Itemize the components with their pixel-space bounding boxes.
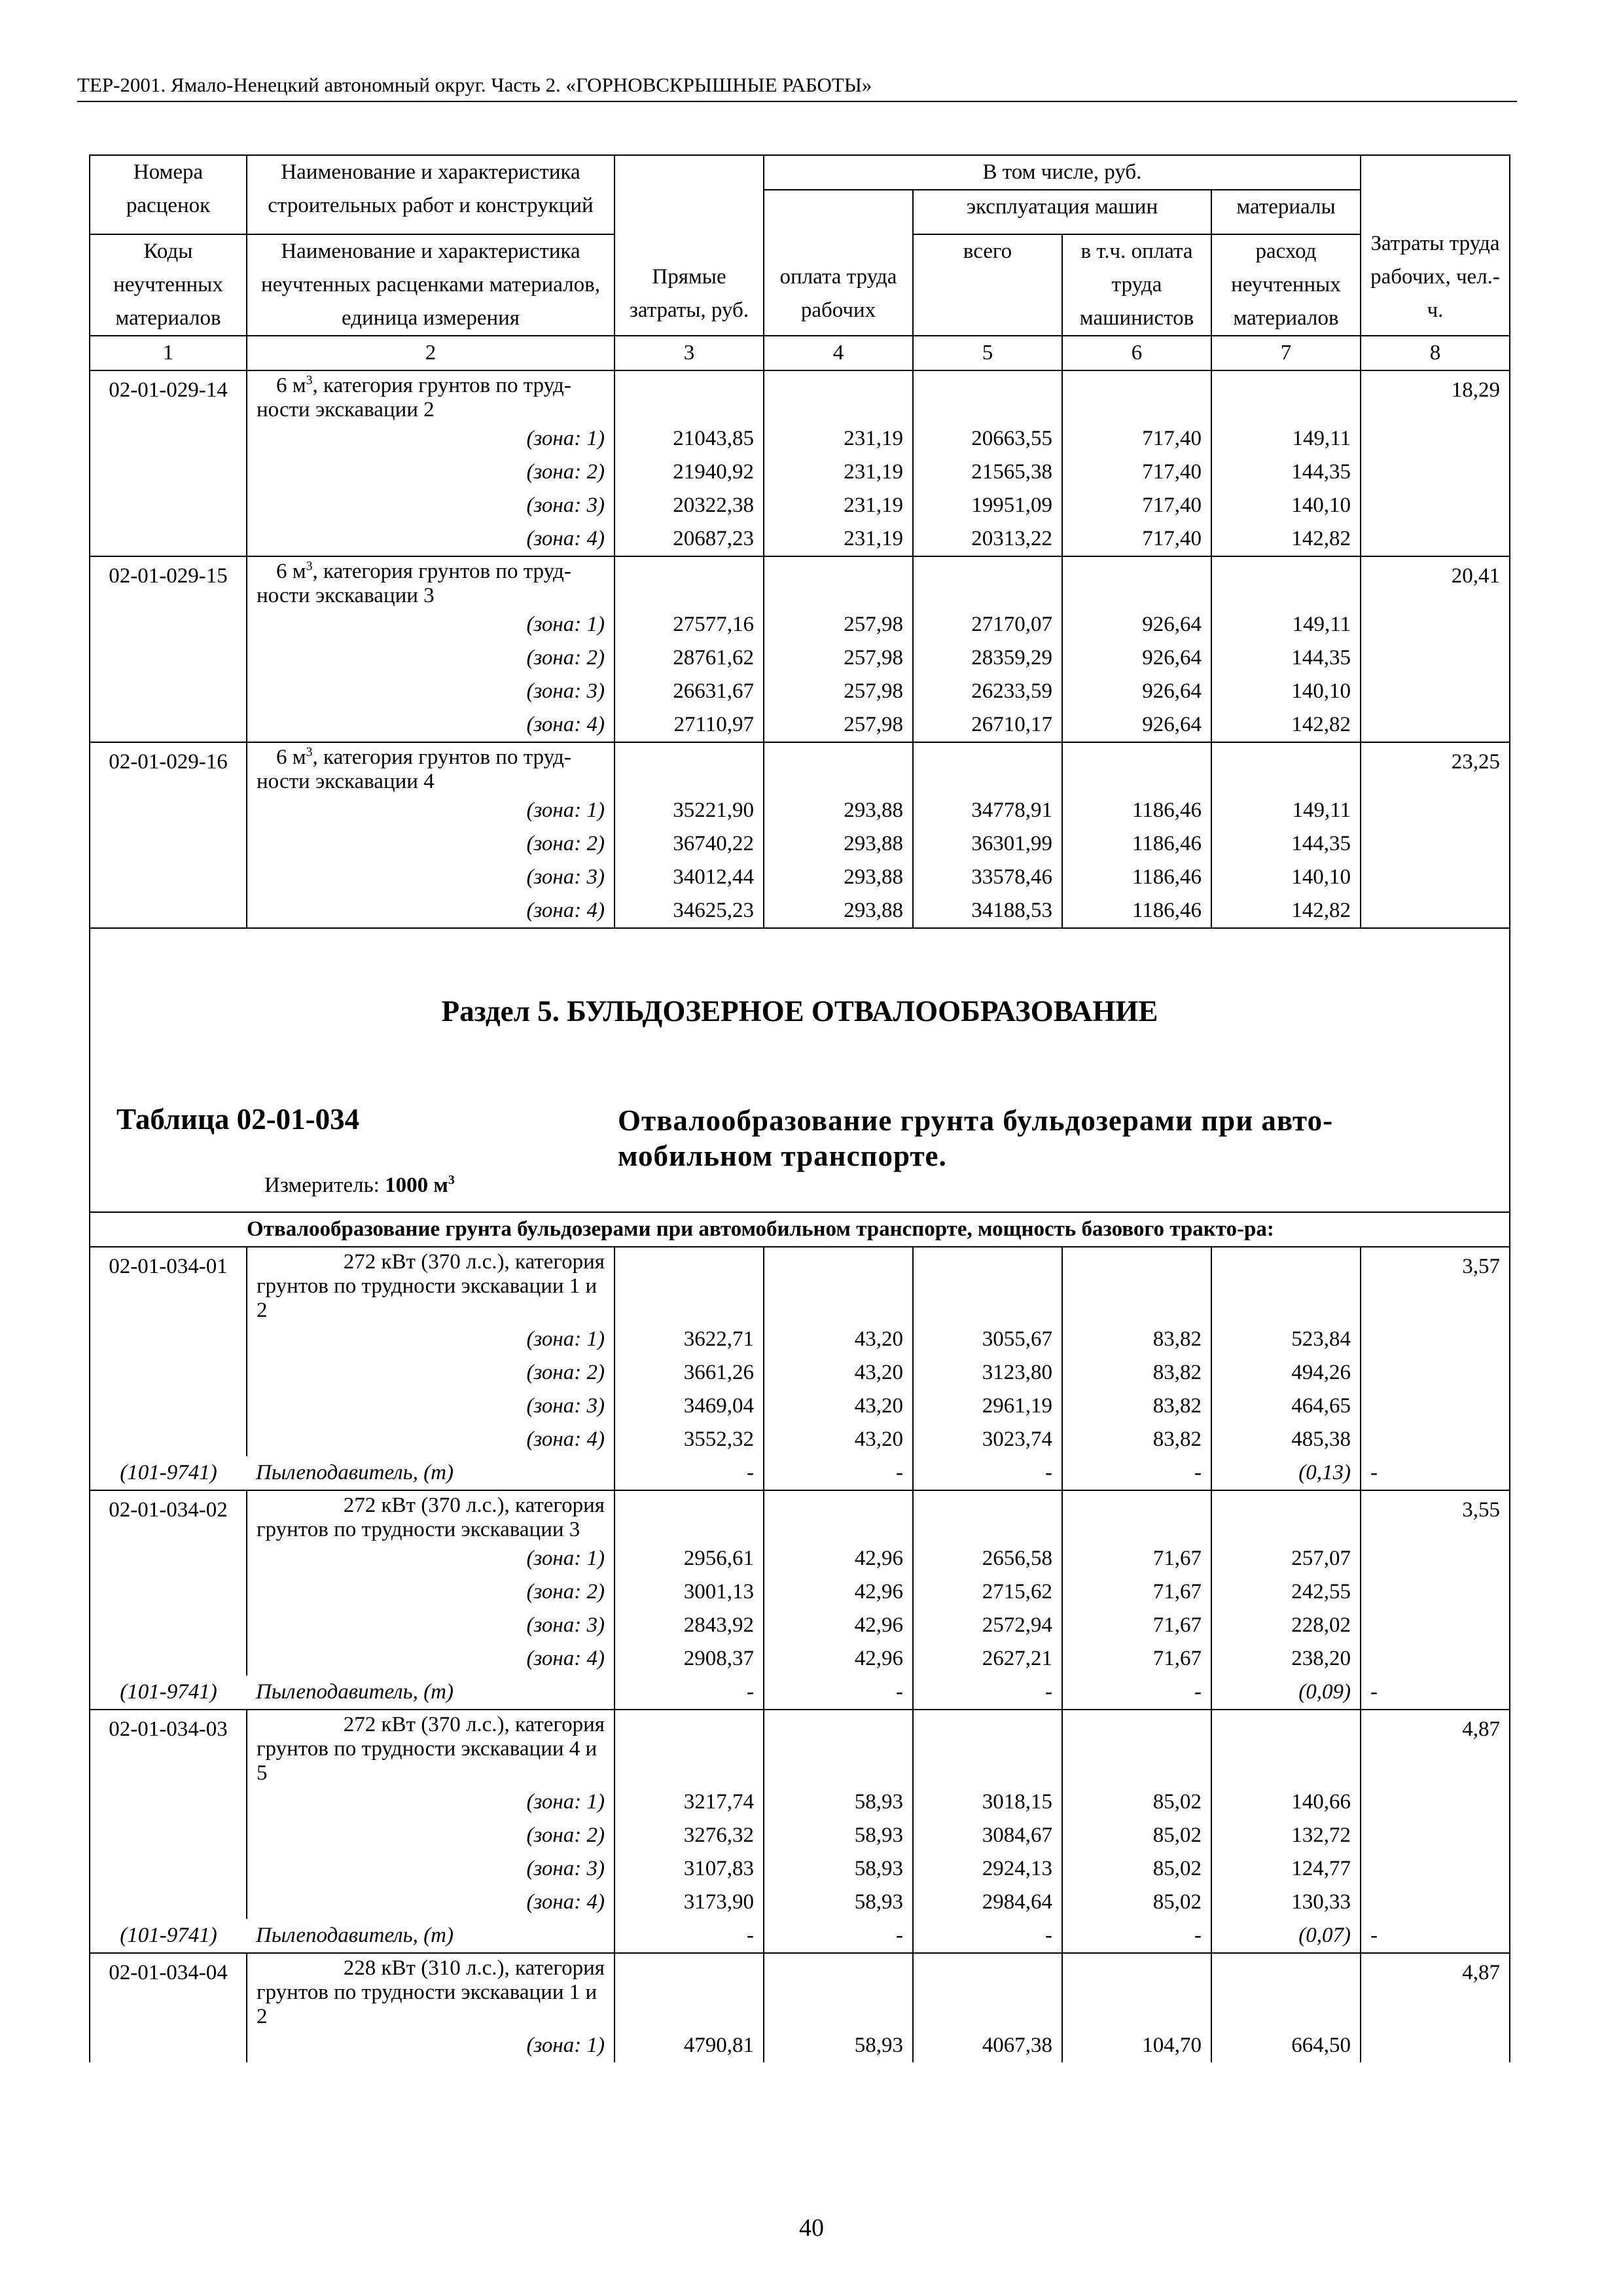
subheading: Отвалообразование грунта бульдозерами при автомобильном транспорте, мощность базового тракто-ра: <box>247 1212 1510 1247</box>
zone-label: (зона: 3) <box>247 1609 615 1642</box>
zone-mat: 140,10 <box>1211 861 1361 894</box>
page-number: 40 <box>799 2214 824 2242</box>
zone-machpay: 926,64 <box>1062 675 1211 708</box>
zone-pay: 293,88 <box>764 861 913 894</box>
zone-machpay: 717,40 <box>1062 489 1211 522</box>
zone-direct: 3469,04 <box>615 1390 764 1423</box>
rate-description <box>247 1710 615 1785</box>
material-code: (101-9741) <box>90 1919 247 1953</box>
zone-direct: 3622,71 <box>615 1323 764 1356</box>
desc-lead: 6 м <box>276 374 306 397</box>
zone-row <box>90 708 1510 742</box>
material-name: Пылеподавитель, (т) <box>247 1919 615 1953</box>
desc-lead: 6 м <box>276 560 306 583</box>
zone-pay: 231,19 <box>764 422 913 456</box>
zone-machpay: 717,40 <box>1062 456 1211 489</box>
zone-row <box>90 1886 1510 1919</box>
table-name: Отвалообразование грунта бульдозерами при авто-мобильном транспорте. <box>618 1104 1334 1172</box>
running-header: ТЕР-2001. Ямало-Ненецкий автономный округ. Часть 2. «ГОРНОВСКРЫШНЫЕ РАБОТЫ» <box>77 73 1517 102</box>
zone-row <box>90 456 1510 489</box>
zone-mat: 132,72 <box>1211 1819 1361 1852</box>
zone-pay: 257,98 <box>764 708 913 742</box>
rate-code: 02-01-034-01 <box>90 1247 247 1323</box>
zone-machpay: 83,82 <box>1062 1390 1211 1423</box>
col-direct-costs: Прямые затраты, руб. <box>615 155 764 336</box>
zone-direct: 34625,23 <box>615 894 764 928</box>
zone-pay: 231,19 <box>764 456 913 489</box>
material-c7: (0,09) <box>1211 1676 1361 1710</box>
zone-mach: 2656,58 <box>913 1542 1062 1575</box>
zone-machpay: 926,64 <box>1062 708 1211 742</box>
zone-row <box>90 1542 1510 1575</box>
zone-direct: 21940,92 <box>615 456 764 489</box>
zone-mach: 3023,74 <box>913 1423 1062 1456</box>
zone-pay: 257,98 <box>764 608 913 641</box>
zone-direct: 26631,67 <box>615 675 764 708</box>
zone-mat: 664,50 <box>1211 2029 1361 2062</box>
rate-row <box>90 1710 1510 1785</box>
zone-mat: 485,38 <box>1211 1423 1361 1456</box>
zone-direct: 3276,32 <box>615 1819 764 1852</box>
zone-direct: 2908,37 <box>615 1642 764 1676</box>
zone-mach: 2984,64 <box>913 1886 1062 1919</box>
zone-machpay: 104,70 <box>1062 2029 1211 2062</box>
col-labor-costs: Затраты труда рабочих, чел.-ч. <box>1361 155 1510 336</box>
labor-costs: 3,55 <box>1361 1490 1510 1542</box>
zone-pay: 58,93 <box>764 1886 913 1919</box>
zone-mach: 3123,80 <box>913 1356 1062 1390</box>
zone-label: (зона: 3) <box>247 861 615 894</box>
zone-machpay: 71,67 <box>1062 1609 1211 1642</box>
zone-mach: 33578,46 <box>913 861 1062 894</box>
rate-row <box>90 1953 1510 2029</box>
zone-machpay: 926,64 <box>1062 641 1211 675</box>
zone-direct: 2956,61 <box>615 1542 764 1575</box>
col-price-numbers: Номера расценок <box>90 155 247 234</box>
zone-mat: 228,02 <box>1211 1609 1361 1642</box>
zone-machpay: 85,02 <box>1062 1785 1211 1819</box>
zone-mat: 257,07 <box>1211 1542 1361 1575</box>
column-numbers <box>90 336 1510 370</box>
zone-direct: 4790,81 <box>615 2029 764 2062</box>
labor-costs: 3,57 <box>1361 1247 1510 1323</box>
zone-row <box>90 894 1510 928</box>
zone-machpay: 85,02 <box>1062 1852 1211 1886</box>
zone-direct: 20687,23 <box>615 522 764 556</box>
rate-code: 02-01-034-04 <box>90 1953 247 2029</box>
material-c6: - <box>1062 1456 1211 1490</box>
zone-row <box>90 489 1510 522</box>
rate-code: 02-01-029-14 <box>90 370 247 422</box>
col-machines: эксплуатация машин <box>913 190 1211 234</box>
zone-mach: 27170,07 <box>913 608 1062 641</box>
zone-pay: 58,93 <box>764 1819 913 1852</box>
zone-mach: 26233,59 <box>913 675 1062 708</box>
column-number: 7 <box>1211 336 1361 370</box>
zone-pay: 43,20 <box>764 1323 913 1356</box>
column-number: 6 <box>1062 336 1211 370</box>
zone-mat: 140,10 <box>1211 675 1361 708</box>
rate-row <box>90 1247 1510 1323</box>
zone-mach: 21565,38 <box>913 456 1062 489</box>
material-c4: - <box>764 1919 913 1953</box>
labor-costs: 4,87 <box>1361 1710 1510 1785</box>
rate-row <box>90 370 1510 422</box>
zone-row <box>90 608 1510 641</box>
zone-label: (зона: 2) <box>247 1575 615 1609</box>
zone-mat: 238,20 <box>1211 1642 1361 1676</box>
zone-direct: 3661,26 <box>615 1356 764 1390</box>
zone-mach: 34188,53 <box>913 894 1062 928</box>
zone-pay: 231,19 <box>764 489 913 522</box>
zone-machpay: 85,02 <box>1062 1886 1211 1919</box>
rate-description <box>247 556 615 608</box>
zone-direct: 3217,74 <box>615 1785 764 1819</box>
zone-direct: 3001,13 <box>615 1575 764 1609</box>
material-row <box>90 1919 1510 1953</box>
zone-mat: 464,65 <box>1211 1390 1361 1423</box>
zone-row <box>90 1323 1510 1356</box>
rate-row <box>90 1490 1510 1542</box>
zone-machpay: 83,82 <box>1062 1423 1211 1456</box>
zone-mat: 130,33 <box>1211 1886 1361 1919</box>
zone-direct: 20322,38 <box>615 489 764 522</box>
zone-machpay: 926,64 <box>1062 608 1211 641</box>
group-02-01-034 <box>90 1247 1510 2062</box>
zone-row <box>90 1642 1510 1676</box>
zone-mat: 149,11 <box>1211 422 1361 456</box>
zone-mach: 28359,29 <box>913 641 1062 675</box>
material-name: Пылеподавитель, (т) <box>247 1676 615 1710</box>
zone-pay: 42,96 <box>764 1642 913 1676</box>
zone-label: (зона: 3) <box>247 675 615 708</box>
zone-pay: 42,96 <box>764 1575 913 1609</box>
meter <box>99 1172 1500 1211</box>
col-materials: материалы <box>1211 190 1361 234</box>
zone-pay: 293,88 <box>764 794 913 827</box>
zone-mach: 3018,15 <box>913 1785 1062 1819</box>
zone-row <box>90 1423 1510 1456</box>
zone-mach: 20313,22 <box>913 522 1062 556</box>
material-name: Пылеподавитель, (т) <box>247 1456 615 1490</box>
desc-rest: , категория грунтов по труд-ности экскавации 2 <box>257 374 571 422</box>
meter-sup: 3 <box>448 1173 455 1187</box>
zone-mach: 4067,38 <box>913 2029 1062 2062</box>
desc-sup: 3 <box>306 373 313 387</box>
price-table <box>89 154 1510 2062</box>
table-number: Таблица 02-01-034 <box>116 1103 360 1136</box>
material-c8: - <box>1361 1456 1510 1490</box>
zone-mat: 124,77 <box>1211 1852 1361 1886</box>
zone-pay: 42,96 <box>764 1542 913 1575</box>
zone-direct: 3107,83 <box>615 1852 764 1886</box>
zone-pay: 58,93 <box>764 1852 913 1886</box>
zone-row <box>90 2029 1510 2062</box>
material-c7: (0,13) <box>1211 1456 1361 1490</box>
zone-pay: 257,98 <box>764 675 913 708</box>
column-headers <box>90 155 1510 336</box>
material-row <box>90 1456 1510 1490</box>
column-number: 3 <box>615 336 764 370</box>
desc-lead: 228 кВт (310 л.с.), категория <box>343 1956 605 1980</box>
material-c8: - <box>1361 1919 1510 1953</box>
desc-rest: грунтов по трудности экскавации 1 и 2 <box>257 1981 597 2028</box>
desc-rest: грунтов по трудности экскавации 3 <box>257 1518 580 1541</box>
zone-label: (зона: 2) <box>247 456 615 489</box>
zone-row <box>90 794 1510 827</box>
zone-mach: 2924,13 <box>913 1852 1062 1886</box>
material-c7: (0,07) <box>1211 1919 1361 1953</box>
zone-mat: 140,66 <box>1211 1785 1361 1819</box>
material-c8: - <box>1361 1676 1510 1710</box>
zone-label: (зона: 1) <box>247 1542 615 1575</box>
column-number: 4 <box>764 336 913 370</box>
zone-machpay: 1186,46 <box>1062 861 1211 894</box>
zone-label: (зона: 1) <box>247 794 615 827</box>
group-02-01-029 <box>90 370 1510 928</box>
zone-row <box>90 1785 1510 1819</box>
rate-code: 02-01-034-03 <box>90 1710 247 1785</box>
zone-machpay: 71,67 <box>1062 1642 1211 1676</box>
rate-description <box>247 1953 615 2029</box>
zone-row <box>90 422 1510 456</box>
material-c5: - <box>913 1919 1062 1953</box>
zone-label: (зона: 1) <box>247 1323 615 1356</box>
rate-code: 02-01-029-15 <box>90 556 247 608</box>
zone-mach: 3084,67 <box>913 1819 1062 1852</box>
zone-direct: 3173,90 <box>615 1886 764 1919</box>
zone-row <box>90 641 1510 675</box>
material-c3: - <box>615 1676 764 1710</box>
material-c4: - <box>764 1456 913 1490</box>
zone-direct: 28761,62 <box>615 641 764 675</box>
labor-costs: 18,29 <box>1361 370 1510 422</box>
desc-sup: 3 <box>306 559 313 573</box>
zone-label: (зона: 3) <box>247 489 615 522</box>
zone-mat: 494,26 <box>1211 1356 1361 1390</box>
zone-mach: 2627,21 <box>913 1642 1062 1676</box>
rate-row <box>90 556 1510 608</box>
material-c5: - <box>913 1676 1062 1710</box>
labor-costs: 4,87 <box>1361 1953 1510 2029</box>
labor-costs: 23,25 <box>1361 742 1510 794</box>
zone-mat: 149,11 <box>1211 608 1361 641</box>
zone-label: (зона: 4) <box>247 1886 615 1919</box>
meter-label: Измеритель: <box>264 1174 385 1197</box>
zone-mach: 2715,62 <box>913 1575 1062 1609</box>
zone-direct: 2843,92 <box>615 1609 764 1642</box>
meter-value: 1000 м <box>385 1174 448 1197</box>
zone-row <box>90 1356 1510 1390</box>
zone-label: (зона: 4) <box>247 522 615 556</box>
desc-rest: , категория грунтов по труд-ности экскавации 4 <box>257 745 571 793</box>
zone-label: (зона: 3) <box>247 1852 615 1886</box>
col-unaccounted-materials: расход неучтенных материалов <box>1211 234 1361 336</box>
zone-mach: 19951,09 <box>913 489 1062 522</box>
zone-mat: 523,84 <box>1211 1323 1361 1356</box>
zone-machpay: 717,40 <box>1062 522 1211 556</box>
desc-lead: 272 кВт (370 л.с.), категория <box>343 1713 605 1736</box>
zone-pay: 257,98 <box>764 641 913 675</box>
desc-rest: , категория грунтов по труд-ности экскавации 3 <box>257 560 571 607</box>
col-material-names: Наименование и характеристика неучтенных расценками материалов, единица измерения <box>247 234 615 336</box>
zone-direct: 27110,97 <box>615 708 764 742</box>
desc-lead: 272 кВт (370 л.с.), категория <box>343 1250 605 1274</box>
material-c6: - <box>1062 1676 1211 1710</box>
material-row <box>90 1676 1510 1710</box>
zone-machpay: 83,82 <box>1062 1323 1211 1356</box>
desc-rest: грунтов по трудности экскавации 1 и 2 <box>257 1274 597 1322</box>
zone-label: (зона: 4) <box>247 1642 615 1676</box>
rate-row <box>90 742 1510 794</box>
zone-machpay: 1186,46 <box>1062 794 1211 827</box>
zone-label: (зона: 4) <box>247 1423 615 1456</box>
zone-machpay: 717,40 <box>1062 422 1211 456</box>
col-including: В том числе, руб. <box>764 155 1361 190</box>
zone-direct: 21043,85 <box>615 422 764 456</box>
column-number: 5 <box>913 336 1062 370</box>
rate-code: 02-01-029-16 <box>90 742 247 794</box>
zone-pay: 293,88 <box>764 827 913 861</box>
zone-machpay: 71,67 <box>1062 1542 1211 1575</box>
zone-mat: 149,11 <box>1211 794 1361 827</box>
zone-direct: 34012,44 <box>615 861 764 894</box>
zone-mat: 142,82 <box>1211 894 1361 928</box>
material-code: (101-9741) <box>90 1676 247 1710</box>
column-number: 2 <box>247 336 615 370</box>
rate-description <box>247 1490 615 1542</box>
zone-label: (зона: 4) <box>247 894 615 928</box>
zone-mat: 142,82 <box>1211 708 1361 742</box>
rate-description <box>247 742 615 794</box>
zone-label: (зона: 3) <box>247 1390 615 1423</box>
zone-machpay: 83,82 <box>1062 1356 1211 1390</box>
zone-direct: 27577,16 <box>615 608 764 641</box>
column-number: 1 <box>90 336 247 370</box>
material-code: (101-9741) <box>90 1456 247 1490</box>
zone-mach: 3055,67 <box>913 1323 1062 1356</box>
zone-pay: 42,96 <box>764 1609 913 1642</box>
zone-pay: 231,19 <box>764 522 913 556</box>
zone-mach: 26710,17 <box>913 708 1062 742</box>
col-labor-pay: оплата труда рабочих <box>764 190 913 336</box>
zone-label: (зона: 2) <box>247 827 615 861</box>
material-c5: - <box>913 1456 1062 1490</box>
zone-label: (зона: 4) <box>247 708 615 742</box>
section-5 <box>90 928 1510 1247</box>
zone-mach: 2961,19 <box>913 1390 1062 1423</box>
zone-pay: 43,20 <box>764 1423 913 1456</box>
desc-lead: 6 м <box>276 745 306 769</box>
zone-label: (зона: 1) <box>247 608 615 641</box>
zone-direct: 35221,90 <box>615 794 764 827</box>
zone-pay: 58,93 <box>764 1785 913 1819</box>
rate-description <box>247 370 615 422</box>
zone-mach: 2572,94 <box>913 1609 1062 1642</box>
rate-code: 02-01-034-02 <box>90 1490 247 1542</box>
zone-label: (зона: 1) <box>247 1785 615 1819</box>
desc-sup: 3 <box>306 745 313 759</box>
col-material-codes: Коды неучтенных материалов <box>90 234 247 336</box>
zone-mach: 20663,55 <box>913 422 1062 456</box>
rate-description <box>247 1247 615 1323</box>
zone-label: (зона: 1) <box>247 2029 615 2062</box>
section-title: Раздел 5. БУЛЬДОЗЕРНОЕ ОТВАЛООБРАЗОВАНИЕ <box>441 995 1158 1028</box>
col-machinists-pay: в т.ч. оплата труда машинистов <box>1062 234 1211 336</box>
zone-row <box>90 675 1510 708</box>
zone-pay: 293,88 <box>764 894 913 928</box>
zone-label: (зона: 1) <box>247 422 615 456</box>
material-c3: - <box>615 1456 764 1490</box>
zone-row <box>90 1852 1510 1886</box>
material-c4: - <box>764 1676 913 1710</box>
zone-mat: 144,35 <box>1211 827 1361 861</box>
material-c6: - <box>1062 1919 1211 1953</box>
zone-pay: 43,20 <box>764 1356 913 1390</box>
zone-pay: 43,20 <box>764 1390 913 1423</box>
zone-mat: 140,10 <box>1211 489 1361 522</box>
col-work-name: Наименование и характеристика строительных работ и конструкций <box>247 155 615 234</box>
zone-mat: 242,55 <box>1211 1575 1361 1609</box>
zone-machpay: 71,67 <box>1062 1575 1211 1609</box>
material-c3: - <box>615 1919 764 1953</box>
zone-label: (зона: 2) <box>247 1819 615 1852</box>
zone-mach: 36301,99 <box>913 827 1062 861</box>
desc-lead: 272 кВт (370 л.с.), категория <box>343 1494 605 1517</box>
zone-label: (зона: 2) <box>247 641 615 675</box>
zone-machpay: 1186,46 <box>1062 827 1211 861</box>
zone-row <box>90 522 1510 556</box>
zone-row <box>90 827 1510 861</box>
zone-mat: 144,35 <box>1211 456 1361 489</box>
zone-direct: 36740,22 <box>615 827 764 861</box>
zone-mat: 144,35 <box>1211 641 1361 675</box>
desc-rest: грунтов по трудности экскавации 4 и 5 <box>257 1737 597 1785</box>
zone-direct: 3552,32 <box>615 1423 764 1456</box>
zone-mach: 34778,91 <box>913 794 1062 827</box>
zone-machpay: 85,02 <box>1062 1819 1211 1852</box>
labor-costs: 20,41 <box>1361 556 1510 608</box>
col-machines-total: всего <box>913 234 1062 336</box>
zone-mat: 142,82 <box>1211 522 1361 556</box>
zone-row <box>90 1819 1510 1852</box>
column-number: 8 <box>1361 336 1510 370</box>
zone-label: (зона: 2) <box>247 1356 615 1390</box>
zone-row <box>90 1575 1510 1609</box>
zone-row <box>90 1609 1510 1642</box>
zone-row <box>90 861 1510 894</box>
zone-pay: 58,93 <box>764 2029 913 2062</box>
zone-row <box>90 1390 1510 1423</box>
zone-machpay: 1186,46 <box>1062 894 1211 928</box>
